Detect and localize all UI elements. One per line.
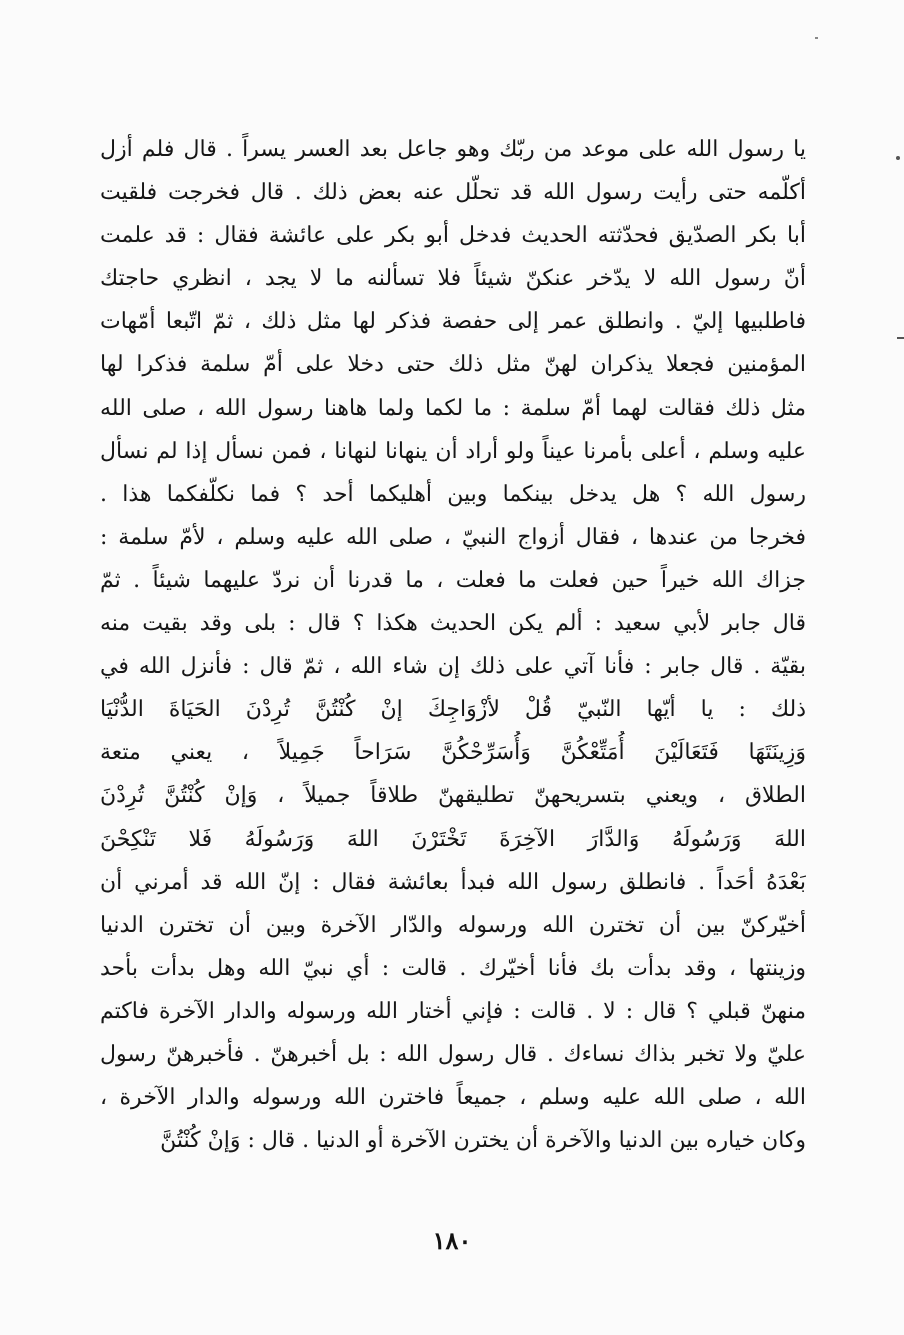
text-line: مثل ذلك فقالت لهما أمّ سلمة : ما لكما ولما هاهنا رسول الله ، صلى الله bbox=[100, 395, 806, 421]
scan-mark bbox=[896, 156, 900, 160]
text-line: وكان خياره بين الدنيا والآخرة أن يخترن الآخرة أو الدنيا . قال : وَإنْ كُنْتُنَّ bbox=[160, 1128, 806, 1154]
page-number: ١٨٠ bbox=[432, 1226, 472, 1255]
text-line: فخرجا من عندها ، فقال أزواج النبيّ ، صلى الله عليه وسلم ، لأمّ سلمة : bbox=[100, 524, 806, 550]
text-line: الله ، صلى الله عليه وسلم ، جميعاً فاخترن الله ورسوله والدار الآخرة ، bbox=[100, 1085, 806, 1111]
text-line: وَزِينَتَهَا فَتَعَالَيْنَ أُمَتِّعْكُنَّ وَأُسَرِّحْكُنَّ سَرَاحاً جَمِيلاً ، يعني متعة bbox=[100, 740, 806, 766]
text-line: جزاك الله خيراً حين فعلت ما فعلت ، ما قدرنا أن نردّ عليهما شيئاً . ثمّ bbox=[100, 567, 806, 593]
text-line: فاطلبيها إليّ . وانطلق عمر إلى حفصة فذكر لها مثل ذلك ، ثمّ اتّبعا أمّهات bbox=[100, 309, 806, 335]
page-body-text bbox=[100, 128, 806, 1162]
text-line: أخيّركنّ بين أن تخترن الله ورسوله والدّار الآخرة وبين أن تخترن الدنيا bbox=[100, 912, 806, 938]
text-line: قال جابر لأبي سعيد : ألم يكن الحديث هكذا ؟ قال : بلى وقد بقيت منه bbox=[100, 611, 806, 637]
text-line: أكلّمه حتى رأيت رسول الله قد تحلّل عنه بعض ذلك . قال فخرجت فلقيت bbox=[100, 180, 806, 206]
text-line: أنّ رسول الله لا يدّخر عنكنّ شيئاً فلا تسألنه ما لا يجد ، انظري حاجتك bbox=[100, 266, 806, 292]
text-line: المؤمنين فجعلا يذكران لهنّ مثل ذلك حتى دخلا على أمّ سلمة فذكرا لها bbox=[100, 352, 806, 378]
text-line: عليّ ولا تخبر بذاك نساءك . قال رسول الله : بل أخبرهنّ . فأخبرهنّ رسول bbox=[100, 1041, 806, 1067]
text-line: رسول الله ؟ هل يدخل بينكما وبين أهليكما أحد ؟ فما نكلّفكما هذا . bbox=[100, 481, 806, 507]
text-line: عليه وسلم ، أعلى بأمرنا عيناً ولو أراد أن ينهانا لنهانا ، فمن نسأل إذا لم نسأل bbox=[100, 438, 806, 464]
text-line: وزينتها ، وقد بدأت بك فأنا أخيّرك . قالت : أي نبيّ الله وهل بدأت بأحد bbox=[100, 955, 806, 981]
scan-mark bbox=[897, 337, 904, 339]
text-line: بقيّة . قال جابر : فأنا آتي على ذلك إن شاء الله ، ثمّ قال : فأنزل الله في bbox=[100, 654, 806, 680]
text-line: الطلاق ، ويعني بتسريحهنّ تطليقهنّ طلاقاً جميلاً ، وَإنْ كُنْتُنَّ تُرِدْنَ bbox=[100, 783, 806, 809]
text-line: بَعْدَهُ أحَداً . فانطلق رسول الله فبدأ بعائشة فقال : إنّ الله قد أمرني أن bbox=[100, 869, 806, 895]
text-line: ذلك : يا أيّها النّبيّ قُلْ لأزْوَاجِكَ إنْ كُنْتُنَّ تُرِدْنَ الحَيَاةَ الدُّنْيَا bbox=[100, 697, 806, 723]
text-line: أبا بكر الصدّيق فحدّثته الحديث فدخل أبو بكر على عائشة فقال : قد علمت bbox=[100, 223, 806, 249]
scan-mark bbox=[815, 37, 818, 39]
text-line: يا رسول الله على موعد من ربّك وهو جاعل بعد العسر يسراً . قال فلم أزل bbox=[100, 137, 806, 162]
text-line: منهنّ قبلي ؟ قال : لا . قالت : فإني أختار الله ورسوله والدار الآخرة فاكتم bbox=[100, 998, 806, 1024]
text-line: اللهَ وَرَسُولَهُ وَالدَّارَ الآخِرَةَ تَخْتَرْنَ اللهَ وَرَسُولَهُ فَلا تَنْكِحْنَ bbox=[100, 826, 806, 852]
